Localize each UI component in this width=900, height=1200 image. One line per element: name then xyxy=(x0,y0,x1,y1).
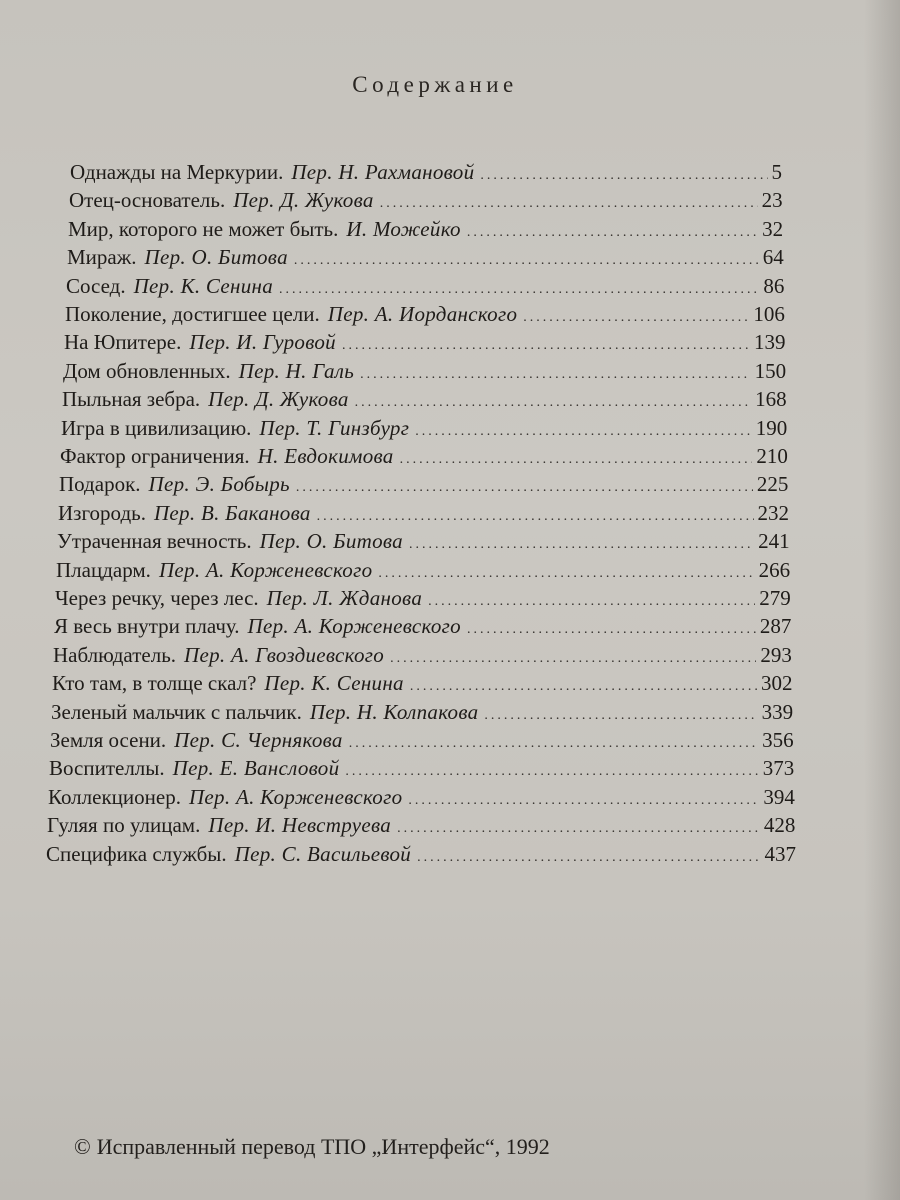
toc-dot-leader xyxy=(467,219,758,243)
toc-entry-page-number: 32 xyxy=(762,216,784,241)
toc-entry-page-number: 210 xyxy=(756,444,788,468)
toc-entry xyxy=(54,612,791,640)
toc-entry-translator: Пер. Т. Гинзбург xyxy=(259,415,410,440)
toc-entry-title: Игра в цивилизацию. xyxy=(61,415,252,440)
copyright-line xyxy=(74,1134,550,1160)
toc-entry xyxy=(66,272,784,300)
toc-entry-page-number: 64 xyxy=(762,245,784,270)
toc-entry xyxy=(65,300,785,328)
toc-entry xyxy=(46,840,796,868)
toc-entry-page-number: 339 xyxy=(761,699,794,724)
toc-entry-translator: Пер. Н. Галь xyxy=(238,358,355,383)
toc-entry xyxy=(50,726,794,754)
toc-entry-title: Отец-основатель. xyxy=(69,188,226,213)
toc-entry-page-number: 437 xyxy=(764,841,796,866)
toc-dot-leader xyxy=(279,276,759,300)
toc-entry-page-number: 279 xyxy=(759,586,791,610)
toc-entry-title: Воспителлы. xyxy=(49,756,165,781)
toc-entry-page-number: 287 xyxy=(759,614,792,639)
toc-entry-title: На Юпитере. xyxy=(64,330,182,355)
toc-dot-leader xyxy=(410,673,757,697)
toc-entry-title: Земля осени. xyxy=(50,728,167,752)
toc-dot-leader xyxy=(480,162,767,186)
toc-entry-translator: Пер. А. Корженевского xyxy=(188,784,403,809)
toc-entry-title: Пыльная зебра. xyxy=(62,387,201,412)
toc-entry xyxy=(57,527,790,555)
toc-entry-translator: Пер. Н. Рахмановой xyxy=(291,160,475,184)
toc-dot-leader xyxy=(296,474,753,498)
toc-entry-title: Поколение, достигшее цели. xyxy=(65,302,320,326)
toc-entry xyxy=(64,328,786,356)
toc-entry-page-number: 86 xyxy=(763,273,785,298)
toc-entry-translator: Пер. О. Битова xyxy=(259,529,403,554)
toc-entry-title: Наблюдатель. xyxy=(53,642,177,667)
toc-dot-leader xyxy=(317,503,754,527)
toc-entry-title: Изгородь. xyxy=(58,500,146,525)
toc-entry-title: Через речку, через лес. xyxy=(55,586,259,610)
toc-entry-page-number: 293 xyxy=(760,642,792,667)
toc-entry-translator: Н. Евдокимова xyxy=(257,444,394,468)
toc-entry-translator: Пер. И. Гуровой xyxy=(189,330,336,355)
copyright-text: Исправленный перевод ТПО „Интерфейс“, 1992 xyxy=(96,1134,550,1159)
copyright-symbol: © xyxy=(74,1134,91,1159)
toc-entry-page-number: 232 xyxy=(757,500,789,525)
toc-entry-translator: Пер. А. Иорданского xyxy=(327,302,518,326)
toc-entry-translator: Пер. Э. Бобырь xyxy=(148,472,290,497)
toc-entry-page-number: 150 xyxy=(754,358,787,383)
toc-dot-leader xyxy=(380,190,758,214)
toc-entry-translator: Пер. С. Васильевой xyxy=(234,841,412,866)
toc-entry xyxy=(47,811,795,839)
toc-dot-leader xyxy=(294,247,759,271)
toc-dot-leader xyxy=(378,560,754,584)
toc-entry-page-number: 356 xyxy=(762,728,794,752)
toc-entry-translator: Пер. О. Битова xyxy=(144,245,288,270)
toc-entry xyxy=(48,783,795,811)
toc-entry-translator: Пер. Н. Колпакова xyxy=(309,699,479,724)
toc-dot-leader xyxy=(417,844,760,868)
toc-entry-translator: Пер. А. Гвоздиевского xyxy=(184,642,385,667)
toc-entry-page-number: 302 xyxy=(761,671,793,696)
toc-entry-page-number: 428 xyxy=(763,813,796,838)
toc-entry-page-number: 266 xyxy=(758,557,791,582)
toc-entry xyxy=(70,158,782,186)
toc-entry-page-number: 373 xyxy=(762,756,795,781)
toc-entry-translator: Пер. С. Чернякова xyxy=(174,728,343,752)
toc-entry xyxy=(62,385,787,413)
toc-entry-title: Кто там, в толще скал? xyxy=(52,671,257,696)
toc-dot-leader xyxy=(397,815,760,839)
toc-entry-title: Специфика службы. xyxy=(46,841,227,866)
toc-entry xyxy=(60,442,788,470)
toc-entry-title: Подарок. xyxy=(59,472,141,497)
toc-entry-translator: Пер. Е. Вансловой xyxy=(172,756,340,781)
toc-entry xyxy=(58,499,789,527)
toc-entry-page-number: 168 xyxy=(755,387,787,412)
toc-entry xyxy=(53,641,792,669)
toc-entry-title: Я весь внутри плачу. xyxy=(54,614,240,639)
toc-entry xyxy=(55,584,791,612)
toc-entry xyxy=(63,357,786,385)
toc-entry-translator: Пер. А. Корженевского xyxy=(247,614,461,639)
toc-dot-leader xyxy=(415,418,752,442)
toc-entry-page-number: 190 xyxy=(755,415,788,440)
toc-entry xyxy=(69,186,783,214)
toc-entry xyxy=(56,556,790,584)
toc-dot-leader xyxy=(467,616,756,640)
toc-entry xyxy=(68,215,783,243)
toc-entry-page-number: 225 xyxy=(756,472,789,497)
toc-entry-translator: Пер. В. Баканова xyxy=(153,500,311,525)
toc-dot-leader xyxy=(360,361,751,385)
toc-dot-leader xyxy=(345,758,758,782)
toc-entry xyxy=(52,669,793,697)
toc-entry-page-number: 5 xyxy=(771,160,782,184)
toc-entry xyxy=(67,243,784,271)
toc-entry-title: Гуляя по улицам. xyxy=(47,813,201,838)
toc-entry-translator: Пер. К. Сенина xyxy=(133,273,274,298)
toc-entry-title: Фактор ограничения. xyxy=(60,444,250,468)
toc-dot-leader xyxy=(428,588,755,612)
toc-entry-title: Коллекционер. xyxy=(48,784,181,809)
toc-entry-title: Мир, которого не может быть. xyxy=(68,216,339,241)
toc-entry-page-number: 394 xyxy=(763,784,795,809)
toc-dot-leader xyxy=(400,446,753,470)
toc-entry-title: Мираж. xyxy=(67,245,137,270)
toc-entry-title: Однажды на Меркурии. xyxy=(70,160,284,184)
toc-entry-page-number: 241 xyxy=(758,529,790,554)
toc-dot-leader xyxy=(409,531,754,555)
toc-dot-leader xyxy=(484,702,757,726)
contents-heading: Содержание xyxy=(352,72,518,97)
toc-entry-translator: Пер. Л. Жданова xyxy=(266,586,423,610)
toc-dot-leader xyxy=(390,645,756,669)
toc-entry-page-number: 139 xyxy=(754,330,786,355)
toc-dot-leader xyxy=(349,730,758,754)
toc-entry-translator: Пер. Д. Жукова xyxy=(208,387,349,412)
toc-dot-leader xyxy=(523,304,749,328)
toc-entry-title: Сосед. xyxy=(66,273,126,298)
toc-entry-page-number: 23 xyxy=(761,188,783,213)
toc-entry-translator: Пер. К. Сенина xyxy=(264,671,404,696)
toc-entry-translator: Пер. Д. Жукова xyxy=(233,188,374,213)
toc-entry-translator: И. Можейко xyxy=(346,216,461,241)
toc-dot-leader xyxy=(355,389,752,413)
toc-entry xyxy=(49,754,794,782)
toc-entry-page-number: 106 xyxy=(753,302,785,326)
toc-entry xyxy=(61,414,787,442)
toc-entry-title: Плацдарм. xyxy=(56,557,151,582)
toc-dot-leader xyxy=(408,787,759,811)
toc-entry xyxy=(51,698,793,726)
page-edge-shadow xyxy=(864,0,900,1200)
toc-entry-title: Дом обновленных. xyxy=(63,358,231,383)
toc-dot-leader xyxy=(342,332,750,356)
toc-entry xyxy=(59,470,788,498)
toc-entry-translator: Пер. А. Корженевского xyxy=(158,557,373,582)
toc-entry-title: Утраченная вечность. xyxy=(57,529,252,554)
toc-entry-translator: Пер. И. Невструева xyxy=(208,813,392,838)
toc-entry-title: Зеленый мальчик с пальчик. xyxy=(51,699,302,724)
